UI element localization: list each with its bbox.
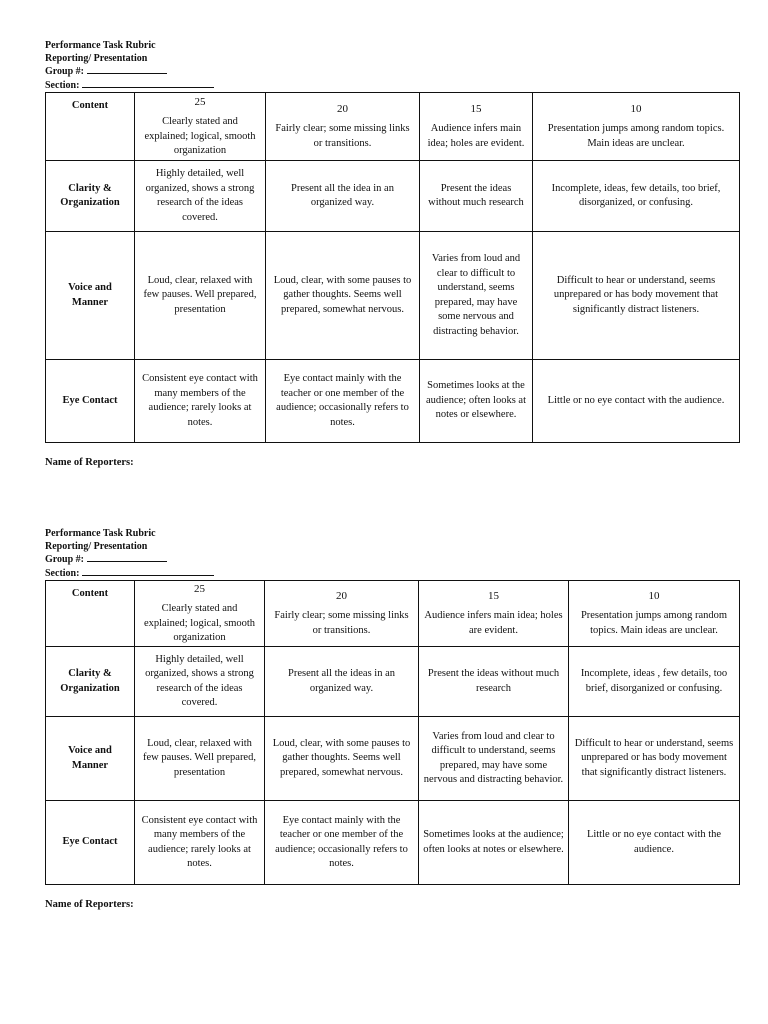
table-row xyxy=(46,360,740,443)
section-blank-line[interactable] xyxy=(82,79,214,88)
cell-text: Clearly stated and explained; logical, smooth organization xyxy=(144,116,256,156)
rubric-cell: Difficult to hear or understand, seems unprepared or has body movement that significantly distract listeners. xyxy=(569,717,740,801)
rubric-cell: Present the ideas without much research xyxy=(419,647,569,717)
rubric-title: Performance Task Rubric xyxy=(45,528,156,539)
rubric-cell xyxy=(266,93,420,161)
table-row xyxy=(46,93,740,161)
rubric-cell xyxy=(420,93,533,161)
rubric-cell: Loud, clear, relaxed with few pauses. Well prepared, presentation xyxy=(135,717,265,801)
rubric-cell: Incomplete, ideas , few details, too brief, disorganized or confusing. xyxy=(569,647,740,717)
table-row xyxy=(46,717,740,801)
rubric-subtitle: Reporting/ Presentation xyxy=(45,52,148,64)
rubric-cell: Eye contact mainly with the teacher or one member of the audience; occasionally refers to notes. xyxy=(265,801,419,885)
score-label: 25 xyxy=(194,582,205,595)
cell-text: Fairly clear; some missing links or transitions. xyxy=(274,610,409,636)
rubric-cell xyxy=(265,581,419,647)
table-row xyxy=(46,801,740,885)
cell-text: Fairly clear; some missing links or transitions. xyxy=(275,123,410,149)
score-label: 20 xyxy=(336,589,347,602)
group-label: Group #: xyxy=(45,66,84,77)
rubric-cell: Sometimes looks at the audience; often looks at notes or elsewhere. xyxy=(420,360,533,443)
rubric-cell xyxy=(533,93,740,161)
rubric-table xyxy=(45,92,740,443)
rubric-cell xyxy=(569,581,740,647)
rubric-cell: Little or no eye contact with the audience. xyxy=(533,360,740,443)
rubric-cell: Varies from loud and clear to difficult to understand, seems prepared, may have some nervous and distracting behavior. xyxy=(420,232,533,360)
section-field[interactable] xyxy=(45,79,739,93)
table-row xyxy=(46,581,740,647)
rubric-cell: Loud, clear, with some pauses to gather thoughts. Seems well prepared, somewhat nervous. xyxy=(266,232,420,360)
rubric-cell: Sometimes looks at the audience; often looks at notes or elsewhere. xyxy=(419,801,569,885)
name-of-reporters-label: Name of Reporters: xyxy=(45,457,134,468)
score-label: 15 xyxy=(470,102,482,115)
group-blank-line[interactable] xyxy=(87,65,167,74)
criterion-cell: Eye Contact xyxy=(46,801,135,885)
table-row xyxy=(46,647,740,717)
cell-text: Presentation jumps among random topics. Main ideas are unclear. xyxy=(547,123,725,149)
rubric-cell: Present all the idea in an organized way. xyxy=(266,161,420,232)
group-blank-line[interactable] xyxy=(87,553,167,562)
rubric-cell: Present all the ideas in an organized way. xyxy=(265,647,419,717)
rubric-cell: Consistent eye contact with many members of the audience; rarely looks at notes. xyxy=(135,360,266,443)
rubric-cell: Eye contact mainly with the teacher or one member of the audience; occasionally refers to notes. xyxy=(266,360,420,443)
rubric-cell: Consistent eye contact with many members of the audience; rarely looks at notes. xyxy=(135,801,265,885)
table-row xyxy=(46,161,740,232)
group-label: Group #: xyxy=(45,554,84,565)
rubric-cell xyxy=(135,93,266,161)
cell-text: Audience infers main idea; holes are evident. xyxy=(424,610,563,636)
rubric-cell: Loud, clear, with some pauses to gather thoughts. Seems well prepared, somewhat nervous. xyxy=(265,717,419,801)
rubric-table xyxy=(45,580,740,885)
criterion-cell: Eye Contact xyxy=(46,360,135,443)
score-label: 10 xyxy=(630,102,642,115)
rubric-cell: Loud, clear, relaxed with few pauses. Well prepared, presentation xyxy=(135,232,266,360)
cell-text: Audience infers main idea; holes are evident. xyxy=(427,123,525,149)
score-label: 25 xyxy=(194,95,206,108)
score-label: 15 xyxy=(488,589,499,602)
criterion-cell: Voice and Manner xyxy=(46,717,135,801)
rubric-header xyxy=(45,40,739,92)
rubric-cell xyxy=(135,581,265,647)
section-label: Section: xyxy=(45,79,80,91)
section-blank-line[interactable] xyxy=(82,567,214,576)
score-label: 20 xyxy=(337,102,348,115)
rubric-cell: Little or no eye contact with the audience. xyxy=(569,801,740,885)
criterion-cell: Clarity & Organization xyxy=(46,647,135,717)
criterion-cell: Clarity & Organization xyxy=(46,161,135,232)
rubric-cell: Present the ideas without much research xyxy=(420,161,533,232)
score-label: 10 xyxy=(648,589,660,602)
criterion-cell: Content xyxy=(46,93,135,161)
group-field[interactable] xyxy=(45,553,739,567)
rubric-cell: Highly detailed, well organized, shows a strong research of the ideas covered. xyxy=(135,647,265,717)
rubric-header xyxy=(45,528,739,580)
section-label: Section: xyxy=(45,567,80,579)
group-field[interactable] xyxy=(45,65,739,79)
rubric-cell: Varies from loud and clear to difficult to understand, seems prepared, may have some nervous and distracting behavior. xyxy=(419,717,569,801)
section-field[interactable] xyxy=(45,567,739,581)
rubric-subtitle: Reporting/ Presentation xyxy=(45,540,148,552)
rubric-cell xyxy=(419,581,569,647)
criterion-cell: Content xyxy=(46,581,135,647)
cell-text: Presentation jumps among random topics. Main ideas are unclear. xyxy=(580,610,728,636)
criterion-cell: Voice and Manner xyxy=(46,232,135,360)
rubric-cell: Highly detailed, well organized, shows a strong research of the ideas covered. xyxy=(135,161,266,232)
rubric-cell: Difficult to hear or understand, seems unprepared or has body movement that significantly distract listeners. xyxy=(533,232,740,360)
cell-text: Clearly stated and explained; logical, smooth organization xyxy=(143,603,256,643)
table-row xyxy=(46,232,740,360)
rubric-2 xyxy=(45,528,739,885)
rubric-1 xyxy=(45,40,739,443)
name-of-reporters-label: Name of Reporters: xyxy=(45,899,134,910)
rubric-cell: Incomplete, ideas, few details, too brief, disorganized, or confusing. xyxy=(533,161,740,232)
rubric-title: Performance Task Rubric xyxy=(45,40,156,51)
